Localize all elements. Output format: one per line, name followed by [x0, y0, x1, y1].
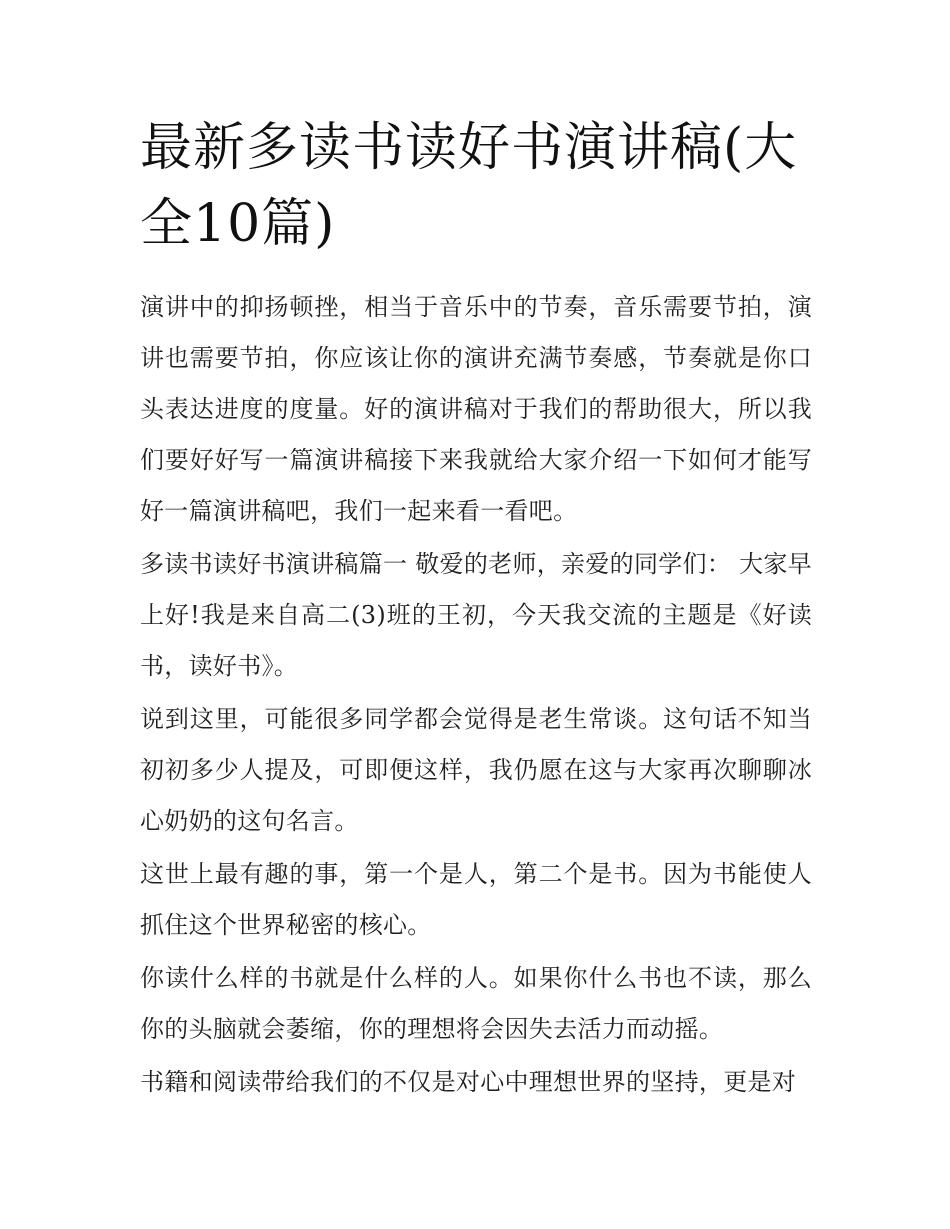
paragraph: 说到这里，可能很多同学都会觉得是老生常谈。这句话不知当初初多少人提及，可即便这样，我仍愿在这与大家再次聊聊冰心奶奶的这句名言。 [140, 705, 812, 835]
document-body [140, 282, 812, 1108]
paragraph: 多读书读好书演讲稿篇一 敬爱的老师，亲爱的同学们： 大家早上好!我是来自高二(3)班的王初，今天我交流的主题是《好读书，读好书》。 [140, 550, 812, 680]
document-page [140, 110, 812, 1110]
document-title: 最新多读书读好书演讲稿(大全10篇) [140, 118, 798, 254]
paragraph: 这世上最有趣的事，第一个是人，第二个是书。因为书能使人抓住这个世界秘密的核心。 [140, 860, 812, 939]
paragraph: 演讲中的抑扬顿挫，相当于音乐中的节奏，音乐需要节拍，演讲也需要节拍，你应该让你的演讲充满节奏感，节奏就是你口头表达进度的度量。好的演讲稿对于我们的帮助很大，所以我们要好好写一篇演讲稿接下来我就给大家介绍一下如何才能写好一篇演讲稿吧，我们一起来看一看吧。 [140, 293, 812, 525]
paragraph: 你读什么样的书就是什么样的人。如果你什么书也不读，那么你的头脑就会萎缩，你的理想将会因失去活力而动摇。 [140, 964, 812, 1043]
paragraph: 书籍和阅读带给我们的不仅是对心中理想世界的坚持，更是对 [140, 1068, 797, 1096]
